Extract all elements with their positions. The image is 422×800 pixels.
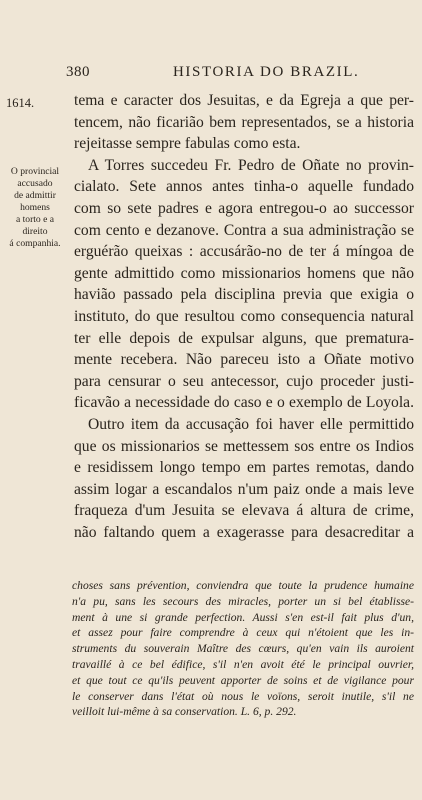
text-line: ficavão a necessidade do caso e o exemplo de Loyola. [74, 394, 414, 412]
text-line: tencem, não ficarião bem representados, se a historia [74, 113, 414, 131]
margin-note-line: a torto e a [15, 214, 55, 225]
text-line: gente admittido como missionarios homens que não [74, 264, 414, 282]
footnote-line: veilloit lui-même à sa conservation. L. 6, p. 292. [72, 705, 297, 719]
margin-note-line: de admittir [14, 190, 56, 201]
text-line: que os missionarios se mettessem sos entre os Indios [74, 437, 414, 455]
running-head [0, 64, 422, 84]
margin-note [2, 166, 68, 250]
text-line: para censurar o seu antecessor, cujo proceder justi- [74, 372, 414, 390]
footnote-line: struments du souverain Maître des cœurs, qu'en vain ils auroient [72, 642, 414, 656]
page-number: 380 [66, 64, 90, 80]
margin-note-line: á companhia. [9, 238, 61, 249]
main-text [74, 90, 414, 543]
text-line: cialato. Sete annos antes tinha-o aquelle fundado [74, 178, 414, 196]
text-line: havião passado pela disciplina previa que exigia o [74, 286, 414, 304]
footnote-line: travaillé à ce bel édifice, s'il n'en avoit été le principal ouvrier, [72, 657, 414, 671]
margin-note-line: accusado [17, 178, 53, 189]
text-line: e residissem longo tempo em partes remotas, dando [74, 459, 414, 477]
margin-note-line: direito [22, 226, 48, 237]
text-line: tema e caracter dos Jesuitas, e da Egreja a que per- [74, 92, 414, 109]
text-line: instituto, do que resultou como consequencia natural [74, 307, 414, 325]
text-line: fraqueza d'um Jesuita se elevava á altura de crime, [74, 502, 414, 520]
footnote-line: choses sans prévention, conviendra que toute la prudence humaine [72, 579, 414, 592]
text-line: com so sete padres e agora entregou-o ao successor [74, 199, 414, 217]
text-line: Outro item da accusação foi haver elle permittido [88, 415, 414, 433]
text-line: ter elle depois de expulsar alguns, que prematura- [74, 329, 414, 347]
margin-year: 1614. [6, 96, 35, 110]
text-line: não faltando quem a exagerasse para desacreditar a [74, 523, 414, 541]
running-title: HISTORIA DO BRAZIL. [173, 64, 360, 80]
text-line: erguérão queixas : accusárão-no de ter á míngoa de [74, 243, 414, 261]
margin-note-line: O provincial [10, 166, 60, 177]
footnote-line: et assez pour faire comprendre à ceux qui n'étoient que les in- [72, 626, 414, 640]
footnote-line: ment à une si grande perfection. Aussi s'en est-il fait plus d'un, [72, 610, 414, 624]
text-line: assim logar a escandalos n'um paiz onde a mais leve [74, 480, 414, 498]
footnote-line: le conserver dans l'état où nous le voïons, seroit inutile, s'il ne [72, 689, 414, 703]
margin-note-line: homens [20, 202, 50, 213]
text-line: com cento e dezanove. Contra a sua administração se [74, 221, 414, 239]
text-line: A Torres succedeu Fr. Pedro de Oñate no provin- [88, 156, 414, 174]
footnote-line: n'a pu, sans les secours des miracles, porter un si bel établisse- [72, 594, 414, 608]
footnote [72, 578, 414, 720]
footnote-line: et que tout ce qu'ils peuvent apporter de soins et de vigilance pour [72, 673, 414, 687]
text-line: rejeitasse sempre fabulas como esta. [74, 135, 301, 153]
text-line: mente recebera. Não pareceu isto a Oñate motivo [74, 351, 414, 369]
